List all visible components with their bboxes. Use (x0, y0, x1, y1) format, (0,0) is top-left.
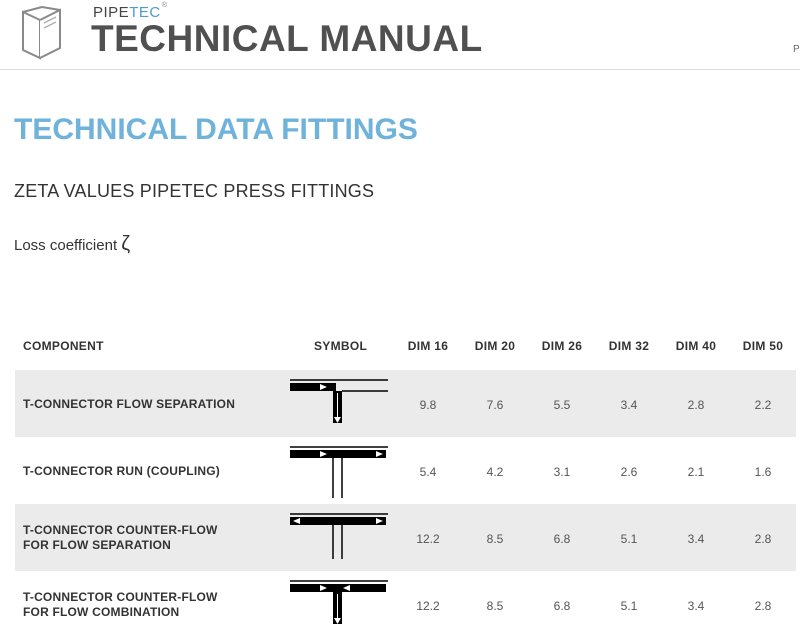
zeta-value: 12.2 (416, 532, 440, 546)
t-counter-flow-separation-icon (290, 511, 388, 565)
manual-header (0, 0, 800, 70)
manual-title: TECHNICAL MANUAL (91, 18, 483, 59)
zeta-value: 3.1 (553, 465, 571, 479)
t-flow-separation-icon (290, 377, 388, 429)
table-row (15, 571, 796, 636)
zeta-value: 12.2 (416, 599, 440, 613)
component-name-line1: T-CONNECTOR RUN (COUPLING) (23, 464, 220, 478)
component-name (23, 464, 220, 479)
page-subtitle: ZETA VALUES PIPETEC PRESS FITTINGS (14, 181, 375, 201)
table-row (15, 504, 796, 571)
component-name-line1: T-CONNECTOR COUNTER-FLOW (23, 590, 218, 604)
header-dim-32: DIM 32 (608, 339, 650, 353)
page-title: TECHNICAL DATA FITTINGS (14, 113, 418, 146)
component-name (23, 590, 218, 620)
header-symbol: SYMBOL (314, 339, 368, 353)
zeta-value: 6.8 (553, 532, 571, 546)
zeta-value: 5.5 (553, 398, 571, 412)
zeta-value: 2.1 (687, 465, 705, 479)
header-edge-text: P (793, 44, 800, 55)
header-dim-40: DIM 40 (675, 339, 717, 353)
zeta-value: 5.4 (419, 465, 437, 479)
table-header-row (15, 320, 800, 370)
zeta-symbol: ζ (121, 233, 131, 255)
zeta-value: 6.8 (553, 599, 571, 613)
zeta-value: 2.8 (754, 532, 772, 546)
component-name-line1: T-CONNECTOR FLOW SEPARATION (23, 397, 236, 411)
zeta-value: 8.5 (486, 532, 504, 546)
header-dim-16: DIM 16 (407, 339, 449, 353)
t-counter-flow-combination-icon (290, 578, 388, 630)
t-run-coupling-icon (290, 444, 388, 498)
zeta-value: 7.6 (486, 398, 504, 412)
component-name-line2: FOR FLOW SEPARATION (23, 538, 172, 552)
zeta-value: 3.4 (687, 599, 705, 613)
component-name-line1: T-CONNECTOR COUNTER-FLOW (23, 523, 218, 537)
zeta-value: 8.5 (486, 599, 504, 613)
zeta-value: 4.2 (486, 465, 504, 479)
brand-tec: TEC (129, 4, 161, 21)
component-name (23, 397, 235, 412)
brand-pipe: PIPE (93, 4, 130, 21)
zeta-value: 1.6 (754, 465, 772, 479)
zeta-value: 3.4 (620, 398, 638, 412)
component-name (23, 523, 218, 553)
registered-mark: ® (161, 2, 168, 9)
zeta-value: 5.1 (620, 599, 638, 613)
component-name-line2: FOR FLOW COMBINATION (23, 605, 180, 619)
header-dim-26: DIM 26 (541, 339, 583, 353)
loss-coefficient-label (14, 233, 130, 256)
zeta-value: 9.8 (419, 398, 437, 412)
table-row (15, 437, 796, 504)
header-dim-20: DIM 20 (474, 339, 516, 353)
header-component: COMPONENT (23, 339, 104, 353)
zeta-values-table (15, 320, 800, 636)
zeta-value: 3.4 (687, 532, 705, 546)
zeta-value: 2.6 (620, 465, 638, 479)
table-row (15, 370, 796, 437)
manual-book-icon (20, 6, 64, 60)
zeta-value: 2.2 (754, 398, 772, 412)
zeta-value: 5.1 (620, 532, 638, 546)
zeta-value: 2.8 (687, 398, 705, 412)
header-dim-50: DIM 50 (742, 339, 784, 353)
loss-label-text: Loss coefficient (14, 237, 118, 254)
zeta-value: 2.8 (754, 599, 772, 613)
